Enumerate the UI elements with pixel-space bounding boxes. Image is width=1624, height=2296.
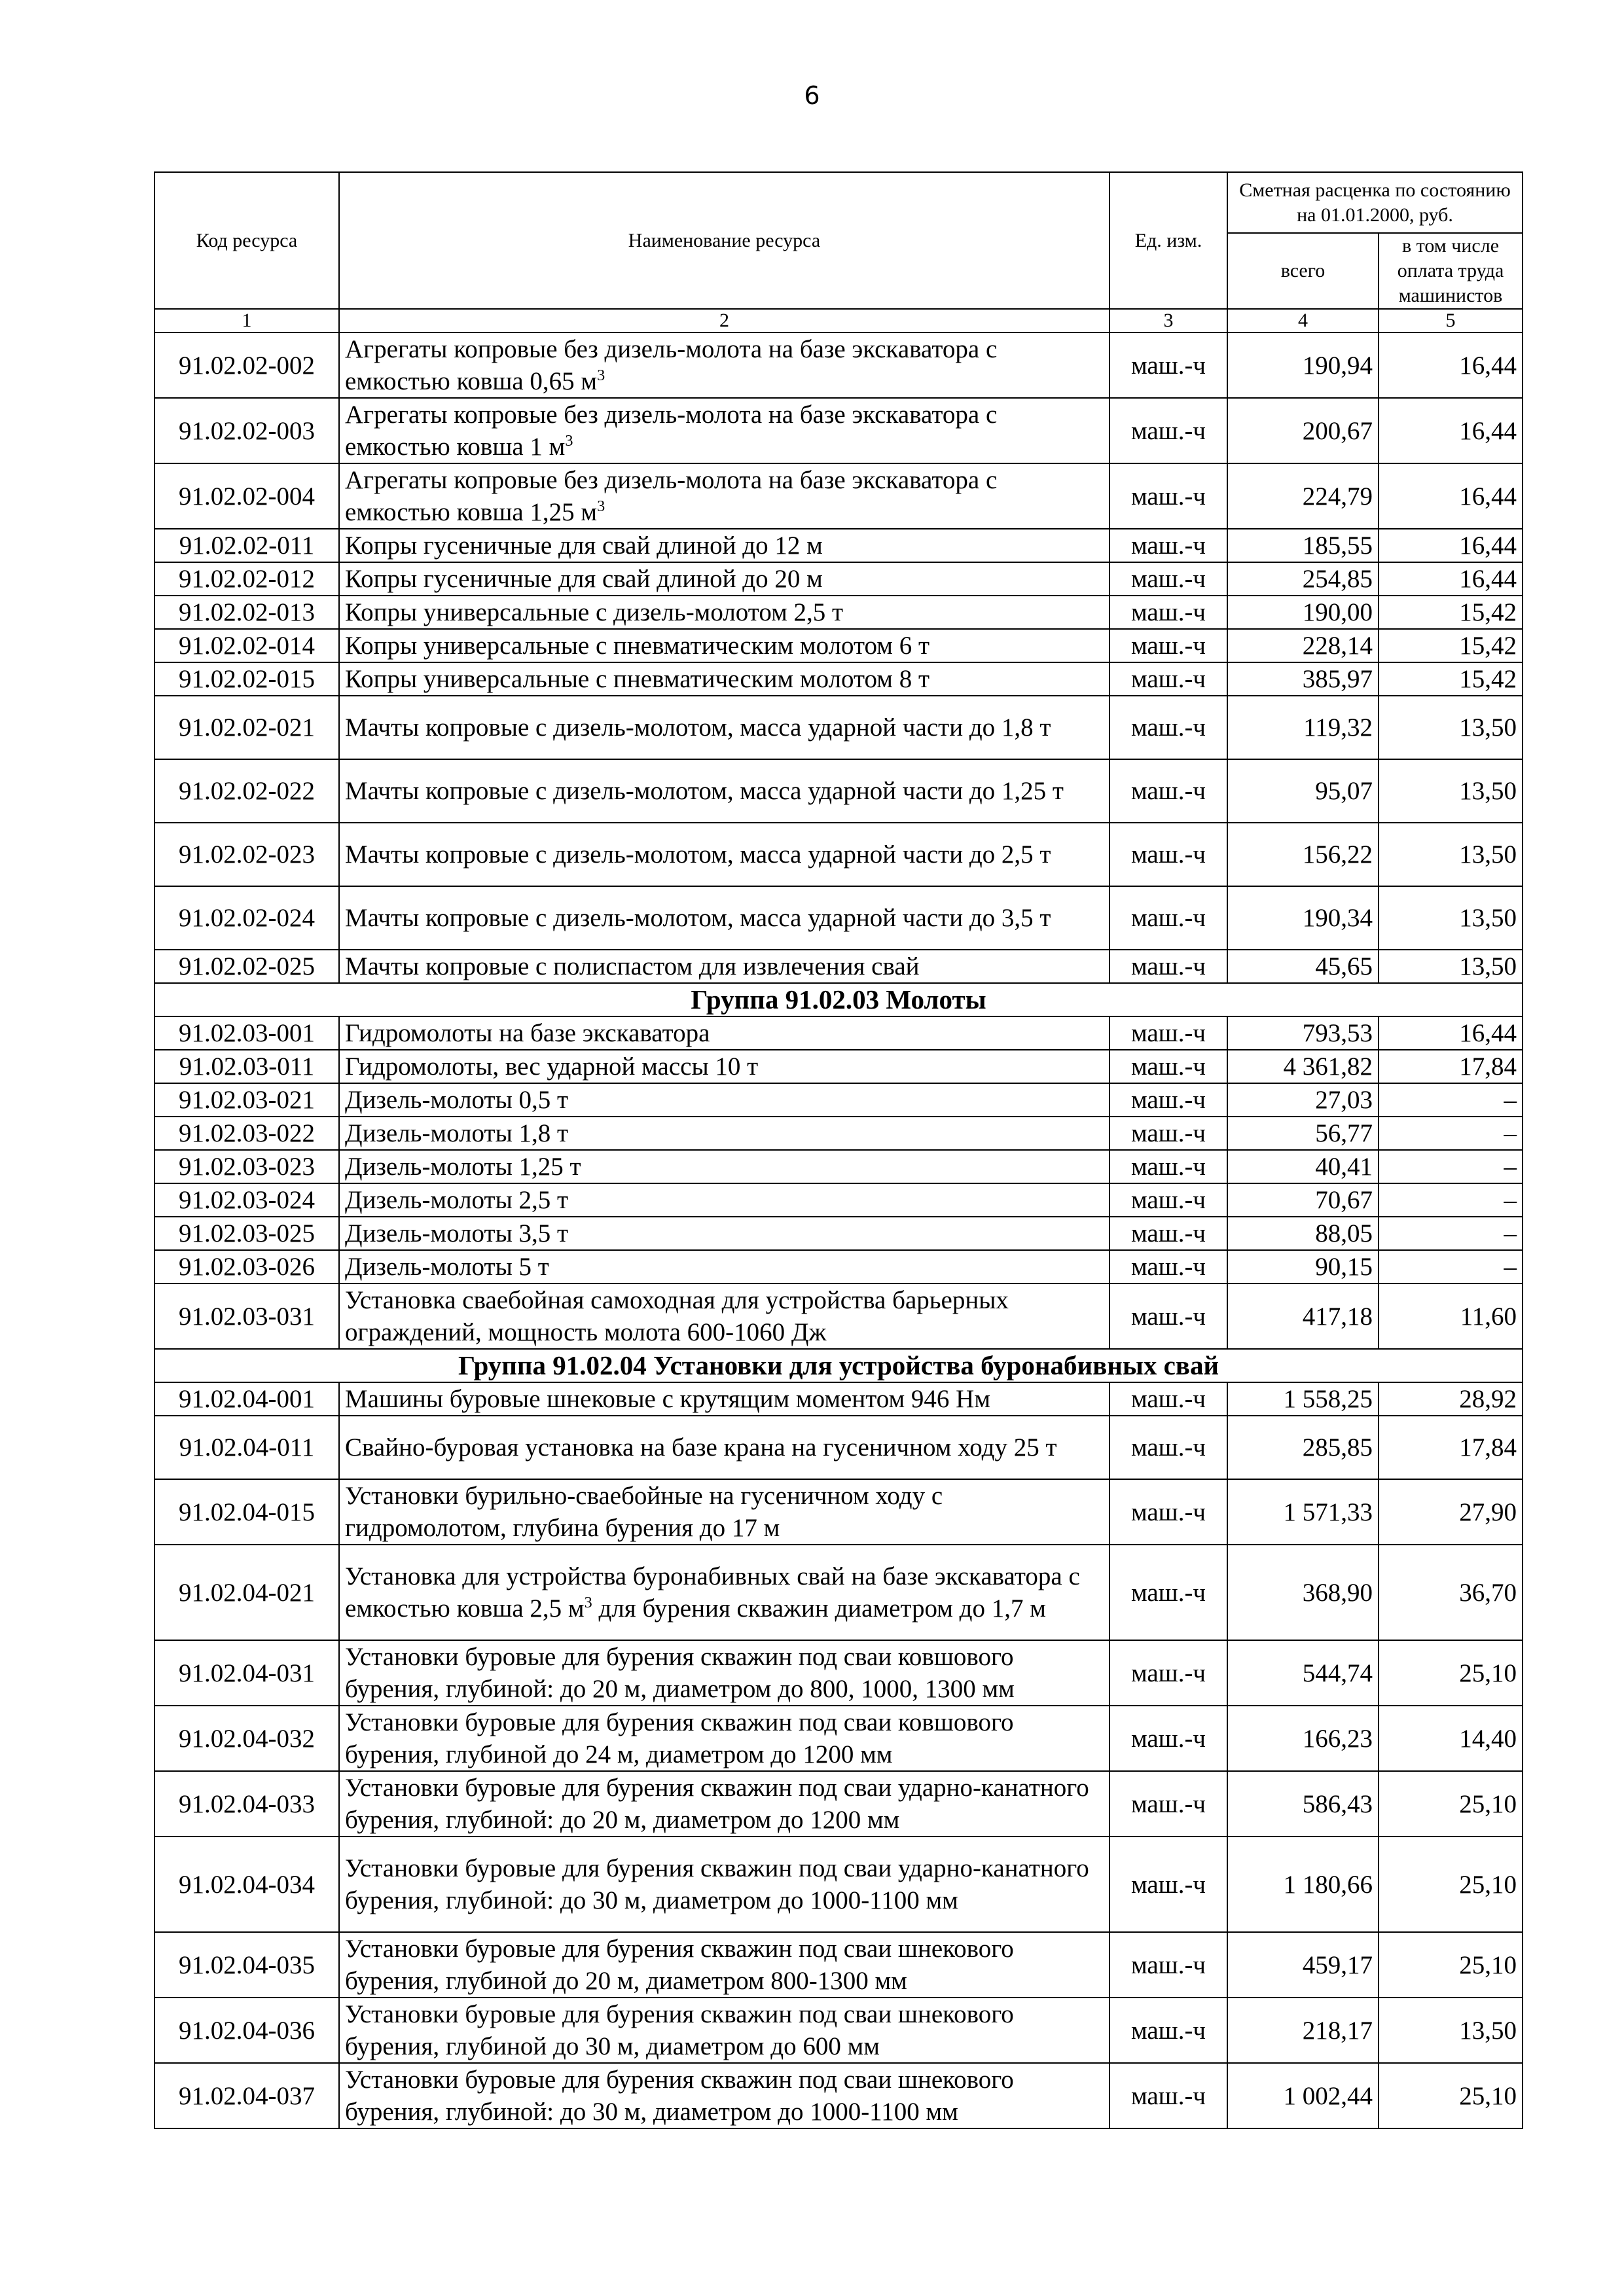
resource-name-text: Агрегаты копровые без дизель-молота на базе экскаватора с емкостью ковша 0,65 м (345, 335, 998, 395)
price-total: 90,15 (1227, 1250, 1379, 1283)
unit: маш.-ч (1110, 1640, 1227, 1706)
group-heading-row (154, 983, 1523, 1016)
unit: маш.-ч (1110, 1083, 1227, 1117)
table-row (154, 759, 1523, 823)
resource-name (339, 1150, 1110, 1183)
superscript: 3 (597, 497, 605, 515)
resource-code: 91.02.04-015 (154, 1479, 339, 1545)
price-labor: – (1379, 1117, 1523, 1150)
price-labor: 16,44 (1379, 398, 1523, 463)
resource-name-text: Установки буровые для бурения скважин под сваи шнекового бурения, глубиной до 30 м, диаметром до 600 мм (345, 2000, 1014, 2060)
resource-code: 91.02.02-002 (154, 332, 339, 398)
price-labor: 25,10 (1379, 1932, 1523, 1998)
resource-name-text: Установки буровые для бурения скважин под сваи ковшового бурения, глубиной до 24 м, диаметром до 1200 мм (345, 1708, 1014, 1768)
resource-name (339, 1117, 1110, 1150)
resource-code: 91.02.02-024 (154, 886, 339, 950)
resource-name (339, 1640, 1110, 1706)
price-total: 70,67 (1227, 1183, 1379, 1217)
resource-name (339, 596, 1110, 629)
resource-name (339, 696, 1110, 759)
resource-name-text: Установки буровые для бурения скважин под сваи ковшового бурения, глубиной: до 20 м, диаметром до 800, 1000, 1300 мм (345, 1643, 1015, 1703)
unit: маш.-ч (1110, 629, 1227, 662)
resource-name (339, 1416, 1110, 1479)
resource-name (339, 398, 1110, 463)
table-row (154, 1706, 1523, 1771)
resource-code: 91.02.03-031 (154, 1283, 339, 1349)
resource-name-text: Копры гусеничные для свай длиной до 12 м (345, 531, 823, 560)
resource-code: 91.02.02-014 (154, 629, 339, 662)
unit: маш.-ч (1110, 1183, 1227, 1217)
group-heading-row (154, 1349, 1523, 1382)
resource-name (339, 562, 1110, 596)
resource-code: 91.02.04-035 (154, 1932, 339, 1998)
table-row (154, 1545, 1523, 1640)
price-labor: 17,84 (1379, 1416, 1523, 1479)
column-number: 2 (339, 309, 1110, 332)
resource-name-text: Дизель-молоты 1,25 т (345, 1153, 581, 1181)
resource-name-text: Установки буровые для бурения скважин под сваи ударно-канатного бурения, глубиной: до 30 м, диаметром до 1000-1100 мм (345, 1854, 1089, 1914)
price-total: 1 571,33 (1227, 1479, 1379, 1545)
price-labor: 13,50 (1379, 696, 1523, 759)
unit: маш.-ч (1110, 1998, 1227, 2063)
price-total: 385,97 (1227, 662, 1379, 696)
resource-name-text: Мачты копровые с дизель-молотом, масса ударной части до 1,8 т (345, 713, 1051, 742)
resource-name (339, 1016, 1110, 1050)
unit: маш.-ч (1110, 1050, 1227, 1083)
unit: маш.-ч (1110, 562, 1227, 596)
price-total: 544,74 (1227, 1640, 1379, 1706)
resource-name-text: Гидромолоты на базе экскаватора (345, 1019, 710, 1047)
table-row (154, 398, 1523, 463)
price-total: 190,00 (1227, 596, 1379, 629)
resource-code: 91.02.03-001 (154, 1016, 339, 1050)
price-labor: 15,42 (1379, 596, 1523, 629)
resource-code: 91.02.03-021 (154, 1083, 339, 1117)
price-total: 4 361,82 (1227, 1050, 1379, 1083)
table-row (154, 1217, 1523, 1250)
header-code: Код ресурса (154, 172, 339, 309)
resource-name (339, 463, 1110, 529)
price-total: 40,41 (1227, 1150, 1379, 1183)
unit: маш.-ч (1110, 1479, 1227, 1545)
group-title: Группа 91.02.04 Установки для устройства буронабивных свай (154, 1349, 1523, 1382)
resource-name-text: Машины буровые шнековые с крутящим моментом 946 Нм (345, 1385, 991, 1413)
price-labor: 28,92 (1379, 1382, 1523, 1416)
price-total: 200,67 (1227, 398, 1379, 463)
unit: маш.-ч (1110, 759, 1227, 823)
table-row (154, 629, 1523, 662)
resource-code: 91.02.04-011 (154, 1416, 339, 1479)
unit: маш.-ч (1110, 1382, 1227, 1416)
price-total: 218,17 (1227, 1998, 1379, 2063)
unit: маш.-ч (1110, 1545, 1227, 1640)
unit: маш.-ч (1110, 1706, 1227, 1771)
resource-name-text: Мачты копровые с полиспастом для извлечения свай (345, 952, 920, 980)
resource-code: 91.02.02-021 (154, 696, 339, 759)
table-row (154, 1771, 1523, 1837)
price-total: 417,18 (1227, 1283, 1379, 1349)
table-body (154, 332, 1523, 2128)
unit: маш.-ч (1110, 332, 1227, 398)
resource-name (339, 1382, 1110, 1416)
resource-code: 91.02.04-034 (154, 1837, 339, 1932)
price-labor: 15,42 (1379, 662, 1523, 696)
resource-name-text: Установка сваебойная самоходная для устройства барьерных ограждений, мощность молота 600-1060 Дж (345, 1286, 1009, 1346)
price-total: 156,22 (1227, 823, 1379, 886)
price-labor: – (1379, 1250, 1523, 1283)
resource-name (339, 332, 1110, 398)
resource-name-text: Гидромолоты, вес ударной массы 10 т (345, 1052, 759, 1081)
resource-name-text: Копры универсальные с дизель-молотом 2,5 т (345, 598, 844, 626)
resource-code: 91.02.04-036 (154, 1998, 339, 2063)
resource-name (339, 823, 1110, 886)
column-numbers-row (154, 309, 1523, 332)
table-row (154, 662, 1523, 696)
resource-name-text-cont: для бурения скважин диаметром до 1,7 м (592, 1594, 1046, 1623)
superscript: 3 (597, 367, 605, 384)
price-total: 27,03 (1227, 1083, 1379, 1117)
price-labor: 13,50 (1379, 886, 1523, 950)
resource-code: 91.02.04-033 (154, 1771, 339, 1837)
price-total: 586,43 (1227, 1771, 1379, 1837)
resource-name (339, 529, 1110, 562)
header-price-group: Сметная расценка по состоянию на 01.01.2000, руб. (1227, 172, 1523, 233)
price-total: 1 558,25 (1227, 1382, 1379, 1416)
resource-name-text: Установки бурильно-сваебойные на гусеничном ходу с гидромолотом, глубина бурения до 17 м (345, 1482, 943, 1542)
resource-name-text: Агрегаты копровые без дизель-молота на базе экскаватора с емкостью ковша 1,25 м (345, 466, 998, 526)
superscript: 3 (584, 1594, 592, 1611)
resource-code: 91.02.03-024 (154, 1183, 339, 1217)
unit: маш.-ч (1110, 823, 1227, 886)
price-total: 224,79 (1227, 463, 1379, 529)
table-row (154, 1050, 1523, 1083)
resource-code: 91.02.02-004 (154, 463, 339, 529)
superscript: 3 (565, 432, 573, 450)
resource-code: 91.02.02-022 (154, 759, 339, 823)
unit: маш.-ч (1110, 1771, 1227, 1837)
resource-name (339, 1545, 1110, 1640)
resource-name-text: Мачты копровые с дизель-молотом, масса ударной части до 2,5 т (345, 840, 1051, 869)
table-row (154, 1016, 1523, 1050)
resource-code: 91.02.02-025 (154, 950, 339, 983)
table-row (154, 1117, 1523, 1150)
price-total: 95,07 (1227, 759, 1379, 823)
resource-code: 91.02.03-011 (154, 1050, 339, 1083)
header-incl-labor: в том числе оплата труда машинистов (1379, 233, 1523, 309)
resource-name (339, 1083, 1110, 1117)
header-name: Наименование ресурса (339, 172, 1110, 309)
price-total: 254,85 (1227, 562, 1379, 596)
resource-code: 91.02.04-031 (154, 1640, 339, 1706)
price-labor: 13,50 (1379, 1998, 1523, 2063)
price-labor: – (1379, 1183, 1523, 1217)
price-labor: 13,50 (1379, 823, 1523, 886)
resource-name (339, 2063, 1110, 2128)
table-row (154, 1837, 1523, 1932)
price-labor: 14,40 (1379, 1706, 1523, 1771)
resource-code: 91.02.04-037 (154, 2063, 339, 2128)
resource-code: 91.02.02-013 (154, 596, 339, 629)
price-labor: 27,90 (1379, 1479, 1523, 1545)
resource-name-text: Дизель-молоты 3,5 т (345, 1219, 569, 1247)
column-number: 5 (1379, 309, 1523, 332)
resource-name (339, 629, 1110, 662)
page-number: 6 (804, 81, 820, 110)
column-number: 4 (1227, 309, 1379, 332)
resource-name-text: Дизель-молоты 5 т (345, 1253, 549, 1281)
resource-name (339, 1050, 1110, 1083)
price-labor: 16,44 (1379, 529, 1523, 562)
resource-name-text: Свайно-буровая установка на базе крана на гусеничном ходу 25 т (345, 1433, 1057, 1462)
column-number: 3 (1110, 309, 1227, 332)
resource-name (339, 662, 1110, 696)
price-total: 88,05 (1227, 1217, 1379, 1250)
table-row (154, 1998, 1523, 2063)
price-labor: 25,10 (1379, 1837, 1523, 1932)
table-row (154, 1250, 1523, 1283)
resource-name (339, 1479, 1110, 1545)
resource-name (339, 886, 1110, 950)
table-row (154, 1640, 1523, 1706)
price-total: 368,90 (1227, 1545, 1379, 1640)
table-row (154, 886, 1523, 950)
resource-code: 91.02.03-026 (154, 1250, 339, 1283)
table-row (154, 332, 1523, 398)
resource-name-text: Дизель-молоты 0,5 т (345, 1086, 569, 1114)
resource-code: 91.02.04-001 (154, 1382, 339, 1416)
price-total: 56,77 (1227, 1117, 1379, 1150)
resource-name (339, 1283, 1110, 1349)
unit: маш.-ч (1110, 696, 1227, 759)
resource-name-text: Установки буровые для бурения скважин под сваи шнекового бурения, глубиной: до 30 м, диаметром до 1000-1100 мм (345, 2066, 1014, 2126)
unit: маш.-ч (1110, 1150, 1227, 1183)
resource-code: 91.02.04-032 (154, 1706, 339, 1771)
table-row (154, 950, 1523, 983)
resource-name-text: Дизель-молоты 1,8 т (345, 1119, 569, 1147)
table-row (154, 1183, 1523, 1217)
resource-rates-table (154, 171, 1523, 2129)
resource-name-text: Мачты копровые с дизель-молотом, масса ударной части до 3,5 т (345, 904, 1051, 932)
price-labor: 36,70 (1379, 1545, 1523, 1640)
resource-name-text: Мачты копровые с дизель-молотом, масса ударной части до 1,25 т (345, 777, 1064, 805)
header-total: всего (1227, 233, 1379, 309)
price-labor: 15,42 (1379, 629, 1523, 662)
resource-code: 91.02.03-023 (154, 1150, 339, 1183)
group-title: Группа 91.02.03 Молоты (154, 983, 1523, 1016)
unit: маш.-ч (1110, 398, 1227, 463)
resource-code: 91.02.02-003 (154, 398, 339, 463)
table-row (154, 2063, 1523, 2128)
resource-name-text: Агрегаты копровые без дизель-молота на базе экскаватора с емкостью ковша 1 м (345, 401, 998, 461)
table-row (154, 529, 1523, 562)
table-row (154, 596, 1523, 629)
table-header (154, 172, 1523, 332)
unit: маш.-ч (1110, 1837, 1227, 1932)
unit: маш.-ч (1110, 1416, 1227, 1479)
table-row (154, 562, 1523, 596)
price-total: 166,23 (1227, 1706, 1379, 1771)
price-total: 45,65 (1227, 950, 1379, 983)
price-total: 285,85 (1227, 1416, 1379, 1479)
price-labor: 25,10 (1379, 1640, 1523, 1706)
price-labor: 13,50 (1379, 950, 1523, 983)
price-labor: 25,10 (1379, 1771, 1523, 1837)
resource-code: 91.02.02-012 (154, 562, 339, 596)
price-total: 459,17 (1227, 1932, 1379, 1998)
price-total: 185,55 (1227, 529, 1379, 562)
resource-name (339, 1250, 1110, 1283)
resource-name (339, 1183, 1110, 1217)
price-total: 119,32 (1227, 696, 1379, 759)
price-labor: 16,44 (1379, 332, 1523, 398)
resource-name (339, 1771, 1110, 1837)
price-labor: 25,10 (1379, 2063, 1523, 2128)
price-total: 1 002,44 (1227, 2063, 1379, 2128)
resource-code: 91.02.02-011 (154, 529, 339, 562)
resource-name (339, 1932, 1110, 1998)
resource-name (339, 759, 1110, 823)
table-row (154, 1083, 1523, 1117)
unit: маш.-ч (1110, 596, 1227, 629)
resource-name (339, 950, 1110, 983)
header-unit: Ед. изм. (1110, 172, 1227, 309)
table-row (154, 1479, 1523, 1545)
table-row (154, 1150, 1523, 1183)
table-row (154, 823, 1523, 886)
price-total: 190,34 (1227, 886, 1379, 950)
unit: маш.-ч (1110, 1217, 1227, 1250)
table-row (154, 1382, 1523, 1416)
price-labor: 16,44 (1379, 463, 1523, 529)
unit: маш.-ч (1110, 1283, 1227, 1349)
price-labor: – (1379, 1083, 1523, 1117)
table-row (154, 696, 1523, 759)
unit: маш.-ч (1110, 1250, 1227, 1283)
unit: маш.-ч (1110, 1117, 1227, 1150)
price-labor: 11,60 (1379, 1283, 1523, 1349)
resource-code: 91.02.03-025 (154, 1217, 339, 1250)
price-labor: 17,84 (1379, 1050, 1523, 1083)
unit: маш.-ч (1110, 886, 1227, 950)
resource-code: 91.02.02-015 (154, 662, 339, 696)
unit: маш.-ч (1110, 2063, 1227, 2128)
price-labor: 16,44 (1379, 562, 1523, 596)
unit: маш.-ч (1110, 1932, 1227, 1998)
table-row (154, 1283, 1523, 1349)
price-total: 1 180,66 (1227, 1837, 1379, 1932)
resource-code: 91.02.03-022 (154, 1117, 339, 1150)
resource-name-text: Копры универсальные с пневматическим молотом 8 т (345, 665, 930, 693)
unit: маш.-ч (1110, 1016, 1227, 1050)
resource-code: 91.02.04-021 (154, 1545, 339, 1640)
resource-name-text: Установка для устройства буронабивных свай на базе экскаватора с емкостью ковша 2,5 м (345, 1562, 1080, 1623)
unit: маш.-ч (1110, 463, 1227, 529)
resource-name (339, 1998, 1110, 2063)
table-row (154, 1932, 1523, 1998)
resource-name (339, 1217, 1110, 1250)
price-total: 793,53 (1227, 1016, 1379, 1050)
price-labor: – (1379, 1217, 1523, 1250)
price-labor: 13,50 (1379, 759, 1523, 823)
unit: маш.-ч (1110, 950, 1227, 983)
unit: маш.-ч (1110, 662, 1227, 696)
resource-name-text: Копры гусеничные для свай длиной до 20 м (345, 565, 823, 593)
table-row (154, 1416, 1523, 1479)
resource-name (339, 1837, 1110, 1932)
price-total: 190,94 (1227, 332, 1379, 398)
column-number: 1 (154, 309, 339, 332)
price-labor: – (1379, 1150, 1523, 1183)
table-row (154, 463, 1523, 529)
resource-code: 91.02.02-023 (154, 823, 339, 886)
resource-name (339, 1706, 1110, 1771)
price-labor: 16,44 (1379, 1016, 1523, 1050)
resource-name-text: Копры универсальные с пневматическим молотом 6 т (345, 632, 930, 660)
resource-name-text: Дизель-молоты 2,5 т (345, 1186, 569, 1214)
resource-name-text: Установки буровые для бурения скважин под сваи шнекового бурения, глубиной до 20 м, диаметром 800-1300 мм (345, 1935, 1014, 1995)
unit: маш.-ч (1110, 529, 1227, 562)
resource-name-text: Установки буровые для бурения скважин под сваи ударно-канатного бурения, глубиной: до 20 м, диаметром до 1200 мм (345, 1774, 1089, 1834)
price-total: 228,14 (1227, 629, 1379, 662)
